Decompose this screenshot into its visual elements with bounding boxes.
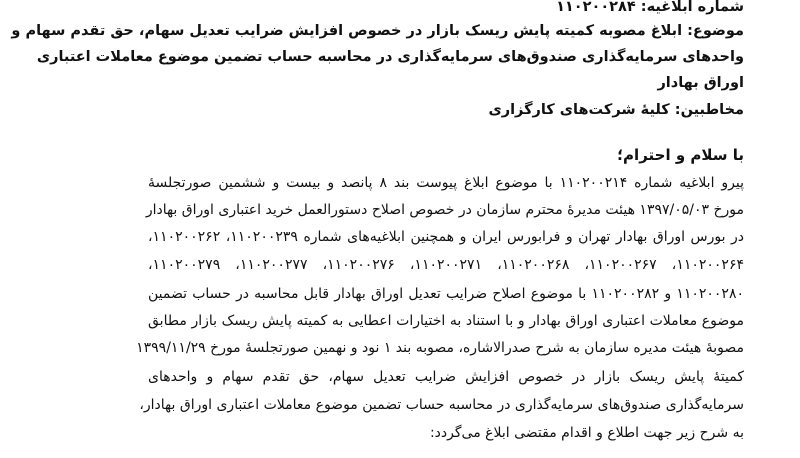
body-line: مورخ ۱۳۹۷/۰۵/۰۳ هیئت مدیرهٔ محترم سازمان در خصوص اصلاح دستورالعمل خرید اعتباری اوراق بهادار	[145, 202, 744, 218]
body-line: موضوع معاملات اعتباری اوراق بهادار و با استناد به اختیارات اعطایی به کمیته پایش ریسک بازار مطابق	[148, 313, 744, 329]
body-line: ۱۱۰۲۰۰۲۸۰ و ۱۱۰۲۰۰۲۸۲ با موضوع اصلاح ضرایب تعدیل اوراق بهادار قابل محاسبه در حساب تضمین	[148, 286, 744, 302]
greeting: با سلام و احترام؛	[617, 146, 744, 164]
body-line: مصوبهٔ هیئت مدیره سازمان به شرح صدرالاشاره، مصوبه بند ۱ نود و نهمین صورتجلسهٔ مورخ ۱۳۹۹/۱۱/۲۹	[136, 340, 744, 356]
body-line: ۱۱۰۲۰۰۲۶۴، ۱۱۰۲۰۰۲۶۷، ۱۱۰۲۰۰۲۶۸، ۱۱۰۲۰۰۲۷۱، ۱۱۰۲۰۰۲۷۶، ۱۱۰۲۰۰۲۷۷، ۱۱۰۲۰۰۲۷۹،	[148, 257, 744, 273]
subject-line-2: واحدهای سرمایه‌گذاری صندوق‌های سرمایه‌گذاری در محاسبه حساب تضمین موضوع معاملات اعتباری	[36, 49, 744, 65]
body-line: کمیتهٔ پایش ریسک بازار در خصوص افزایش ضرایب تعدیل سهام، حق تقدم سهام و واحدهای	[148, 369, 744, 385]
subject-line-3: اوراق بهادار	[657, 75, 744, 91]
body-line: پیرو ابلاغیه شماره ۱۱۰۲۰۰۲۱۴ با موضوع ابلاغ پیوست بند ۸ پانصد و بیست و ششمین صورتجلسهٔ	[148, 175, 744, 191]
subject-line-1: موضوع: ابلاغ مصوبه کمیته پایش ریسک بازار در خصوص افزایش ضرایب تعدیل سهام، حق تقدم سهام و	[11, 23, 744, 39]
body-line: در بورس اوراق بهادار تهران و فرابورس ایران و همچنین ابلاغیه‌های شماره ۱۱۰۲۰۰۲۳۹، ۱۱۰۲۰۰۲۶۲،	[148, 229, 744, 245]
notice-number: شماره ابلاغیه: ۱۱۰۲۰۰۲۸۴	[556, 0, 744, 15]
addressees: مخاطبین: کلیهٔ شرکت‌های کارگزاری	[488, 102, 744, 118]
body-line: سرمایه‌گذاری صندوق‌های سرمایه‌گذاری در محاسبه حساب تضمین موضوع معاملات اعتباری اوراق بهادار،	[139, 397, 744, 413]
body-line: به شرح زیر جهت اطلاع و اقدام مقتضی ابلاغ می‌گردد:	[429, 425, 744, 441]
